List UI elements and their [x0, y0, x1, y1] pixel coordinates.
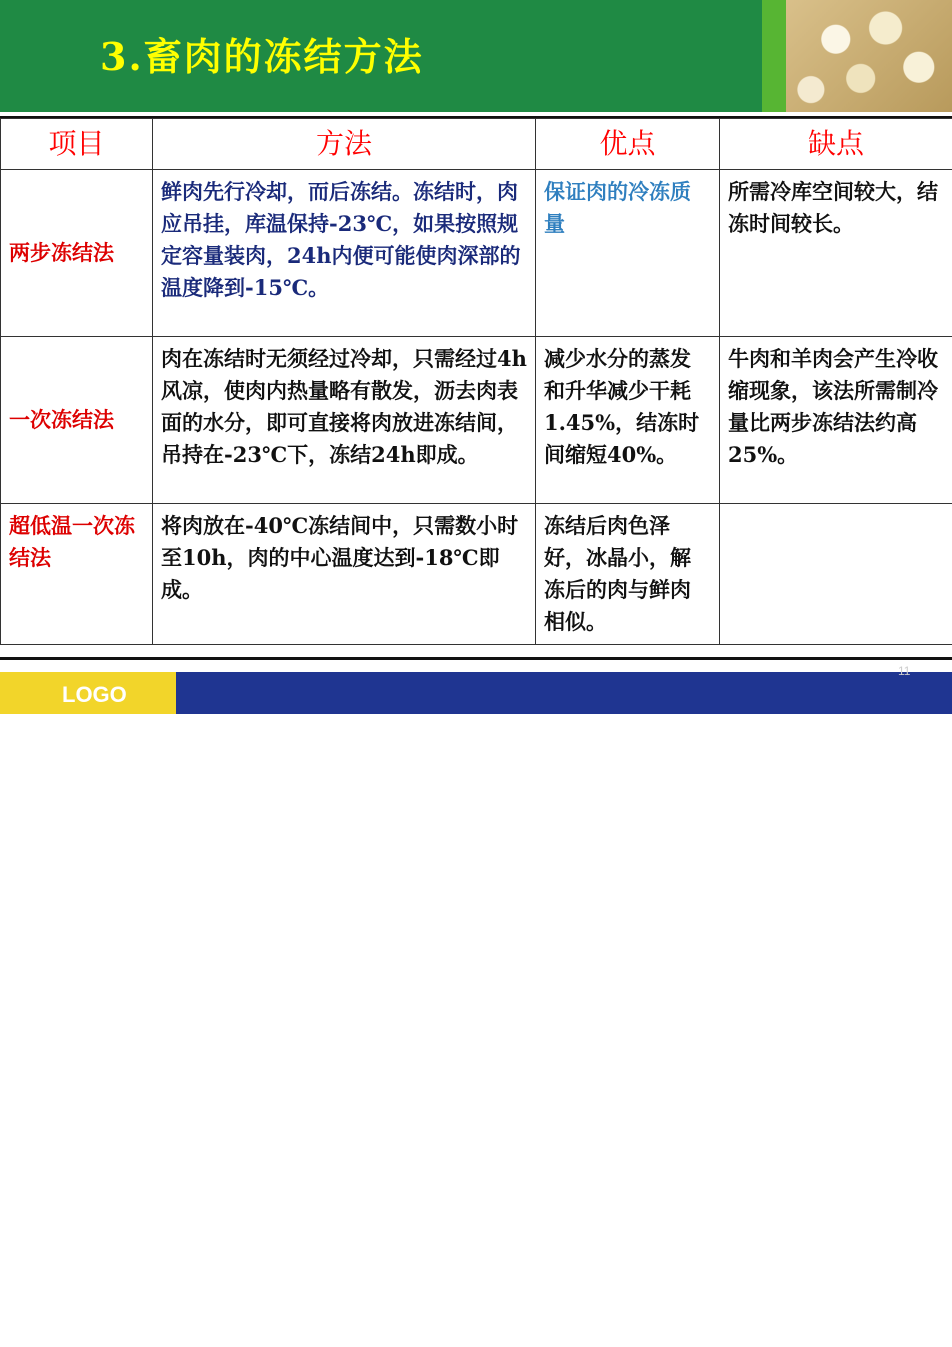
- table-row: [1, 504, 952, 645]
- table-header-row: [1, 119, 952, 170]
- row-item: 两步冻结法: [1, 170, 153, 337]
- row-disadvantage: [720, 504, 952, 645]
- row-advantage: 冻结后肉色泽好，冰晶小，解冻后的肉与鲜肉相似。: [536, 504, 720, 645]
- food-photo: [786, 0, 952, 112]
- row-item: 超低温一次冻结法: [1, 504, 153, 645]
- freezing-methods-table: [0, 118, 952, 645]
- row-disadvantage: 牛肉和羊肉会产生冷收缩现象，该法所需制冷量比两步冻结法约高25%。: [720, 337, 952, 504]
- header-method: 方法: [153, 119, 536, 170]
- row-advantage: 减少水分的蒸发和升华减少干耗1.45%，结冻时间缩短40%。: [536, 337, 720, 504]
- row-item: 一次冻结法: [1, 337, 153, 504]
- logo-text: LOGO: [62, 682, 127, 707]
- header-disadvantage: 缺点: [720, 119, 952, 170]
- row-method: 将肉放在-40℃冻结间中，只需数小时至10h，肉的中心温度达到-18℃即成。: [153, 504, 536, 645]
- table-row: [1, 170, 952, 337]
- table-bottom-rule: [0, 657, 952, 660]
- row-method: 肉在冻结时无须经过冷却，只需经过4h风凉，使肉内热量略有散发，沥去肉表面的水分，即可直接将肉放进冻结间，吊持在-23℃下，冻结24h即成。: [153, 337, 536, 504]
- header-item: 项目: [1, 119, 153, 170]
- footer-band: [176, 672, 952, 714]
- row-method: 鲜肉先行冷却，而后冻结。冻结时，肉应吊挂，库温保持-23℃，如果按照规定容量装肉，24h内便可能使肉深部的温度降到-15℃。: [153, 170, 536, 337]
- row-advantage: 保证肉的冷冻质量: [536, 170, 720, 337]
- header-advantage: 优点: [536, 119, 720, 170]
- slide-title: 3.畜肉的冻结方法: [100, 34, 424, 79]
- table-row: [1, 337, 952, 504]
- page-number: 11: [898, 664, 911, 678]
- row-disadvantage: 所需冷库空间较大，结冻时间较长。: [720, 170, 952, 337]
